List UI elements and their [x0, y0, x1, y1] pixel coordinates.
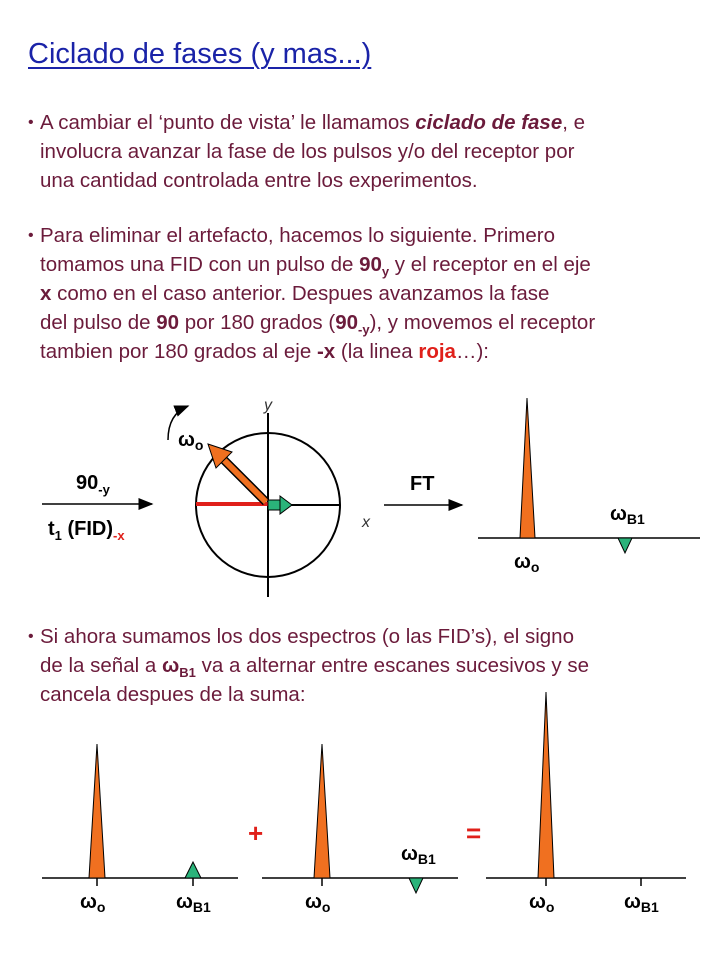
- spectrum-2-peak-omega-o: [314, 744, 330, 878]
- spectrum-1-omega-b1-label: $\omega_{B1}$: [176, 891, 211, 915]
- p2-line-3: x como en el caso anterior. Despues avanzamos la fase: [40, 282, 550, 305]
- ft-label: FT: [410, 473, 435, 495]
- bullet: •: [28, 628, 34, 645]
- bullet: •: [28, 114, 34, 131]
- spectrum-1-peak-omega-o: [89, 744, 105, 878]
- spectrum-1-omega-o-label: $\omega_o$: [80, 891, 106, 915]
- p3-line-2: de la señal a $\omega_{B1}$ va a alternar entre escanes sucesivos y se: [40, 654, 590, 680]
- p2-line-4: del pulso de 90 por 180 grados $(90_{-y})$, y movemos el receptor: [40, 311, 596, 337]
- spectrum-sum-omega-o-label: $\omega_o$: [529, 891, 555, 915]
- spectrum-sum-omega-b1-label: $\omega_{B1}$: [624, 891, 659, 915]
- spectrum-2-omega-b1-label: $\omega_{B1}$: [401, 843, 436, 867]
- bullet: •: [28, 227, 34, 244]
- p2-line-5: tambien por 180 grados al eje -x (la linea roja…):: [40, 340, 489, 363]
- p1-line-1: A cambiar el ‘punto de vista’ le llamamos ciclado de fase, e: [40, 111, 586, 134]
- omega-o-label-vector: $\omega_o$: [178, 429, 204, 453]
- spectrum-2-omega-o-label: $\omega_o$: [305, 891, 331, 915]
- axis-x-label: x: [362, 514, 370, 531]
- p1-line-3: una cantidad controlada entre los experimentos.: [40, 169, 478, 192]
- omega-o-label: $\omega_o$: [514, 551, 540, 575]
- page-title: Ciclado de fases (y mas...): [28, 38, 372, 70]
- equals-sign: =: [466, 818, 482, 848]
- p2-line-2: tomamos una FID con un pulso de $90_y$ y el receptor en el eje: [40, 253, 591, 279]
- omega-b1-label: $\omega_{B1}$: [610, 503, 645, 527]
- pulse-label: $90_{-y}$: [76, 472, 110, 497]
- spectrum-2-peak-omega-b1-inverted: [409, 878, 423, 893]
- plus-sign: +: [248, 818, 264, 848]
- p3-line-1: Si ahora sumamos los dos espectros (o las FID’s), el signo: [40, 625, 574, 648]
- fid-label: $t_1$ $(FID)_{-x}$: [48, 518, 125, 543]
- axis-y-label: y: [264, 397, 272, 414]
- p1-line-2: involucra avanzar la fase de los pulsos y/o del receptor por: [40, 140, 575, 163]
- p3-line-3: cancela despues de la suma:: [40, 683, 306, 706]
- p2-line-1: Para eliminar el artefacto, hacemos lo siguiente. Primero: [40, 224, 556, 247]
- spectrum-sum-peak-omega-o: [538, 692, 554, 878]
- spectrum-1-peak-omega-b1: [185, 862, 201, 878]
